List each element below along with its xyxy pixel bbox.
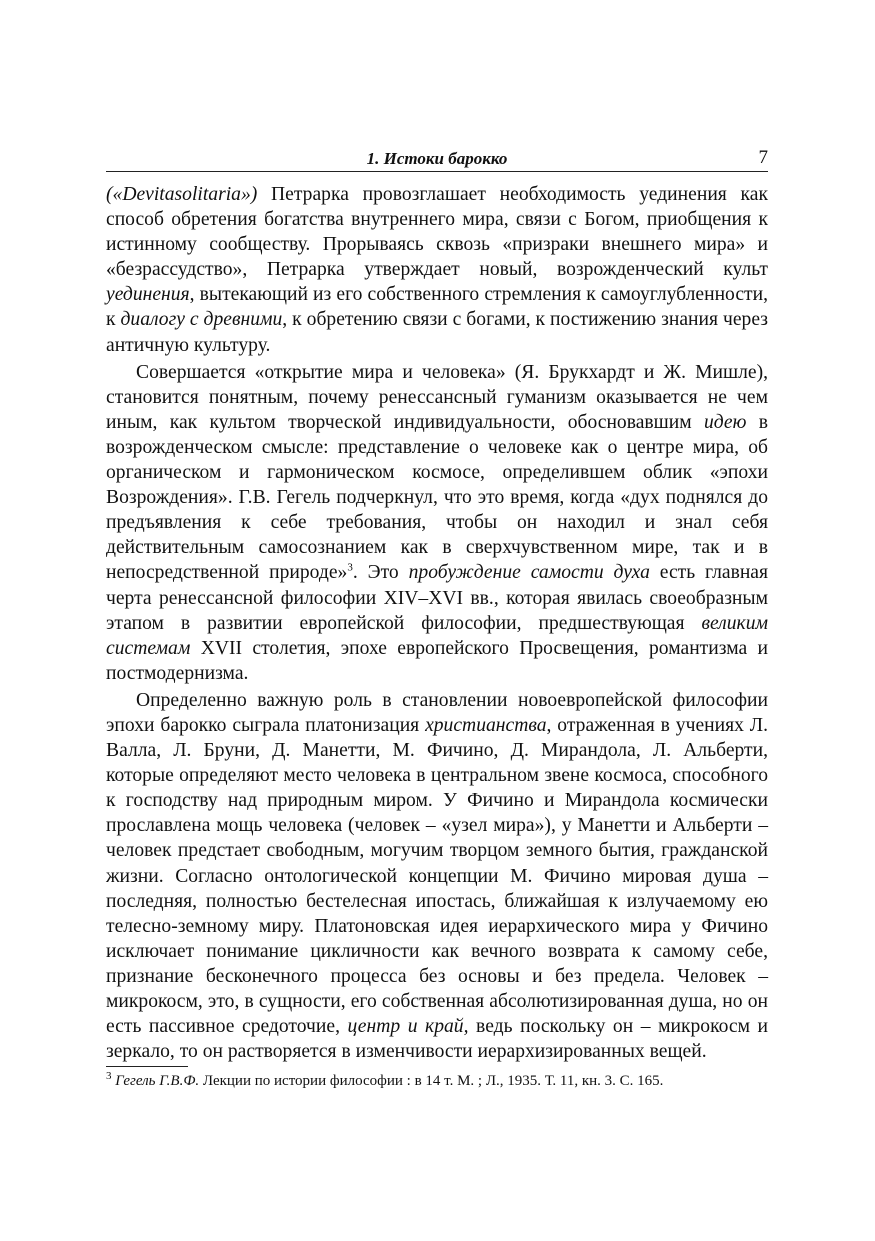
paragraph-2 xyxy=(106,360,768,686)
p1-italic-2: диалогу с древними xyxy=(120,309,283,331)
footnote-divider xyxy=(106,1066,188,1067)
p3-text-1: Определенно важную роль в становлении новоевропейской философии эпохи барокко сыграла платонизация xyxy=(106,689,768,736)
footnote xyxy=(106,1072,768,1090)
footnote-text: Лекции по истории философии : в 14 т. М. ; Л., 1935. Т. 11, кн. 3. С. 165. xyxy=(199,1073,664,1089)
p1-text-2: , вытекающий из его собственного стремления к самоуглубленности, к xyxy=(106,284,768,331)
p2-italic-1: идею xyxy=(703,411,747,433)
footnote-mark: 3 xyxy=(106,1070,112,1082)
paragraph-1 xyxy=(106,182,768,358)
body-text xyxy=(106,182,768,1064)
p1-text-3: , к обретению связи с богами, к постижению знания через античную культуру. xyxy=(106,309,769,356)
paragraph-3 xyxy=(106,688,768,1064)
running-header xyxy=(106,147,768,172)
p1-text-1: Петрарка провозглашает необходимость уединения как способ обретения богатства внутреннего мира, связи с Богом, приобщения к истинному сообществу. Прорываясь сквозь «призраки внешнего мира» и «безрассудство», Петрарка утверждает новый, возрожденческий культ xyxy=(106,184,768,281)
p1-italic-title: («Devitasolitaria») xyxy=(106,184,258,205)
p2-italic-2: пробуждение самости духа xyxy=(408,562,650,584)
p2-italic-3: великим системам xyxy=(106,612,768,659)
p3-text-3: ведь поскольку он – микрокосм и зеркало, то он растворяется в изменчивости иерархизированных вещей. xyxy=(106,1016,769,1063)
footnote-author: Гегель Г.В.Ф. xyxy=(115,1073,200,1089)
p2-text-1: Совершается «открытие мира и человека» (Я. Брукхардт и Ж. Мишле), становится понятным, почему ренессансный гуманизм оказывается не чем иным, как культом творческой индивидуальности, обосновавшим xyxy=(106,361,768,433)
p2-text-5: XVII столетия, эпохе европейского Просвещения, романтизма и постмодернизма. xyxy=(106,637,768,684)
p3-italic-1: христианства xyxy=(425,714,547,736)
p2-text-4: есть главная черта ренессансной философии XIV–XVI вв., которая явилась своеобразным этапом в развитии европейской философии, предшествующая xyxy=(106,562,769,634)
p3-text-2: , отраженная в учениях Л. Валла, Л. Бруни, Д. Манетти, М. Фичино, Д. Мирандола, Л. Альберти, которые определяют место человека в центральном звене космоса, способного к господству над природным миром. У Фичино и Мирандола космически прославлена мощь человека (человек – «узел мира»), у Манетти и Альберти – человек предстает свободным, могучим творцом земного бытия, гражданской жизни. Согласно онтологической концепции М. Фичино мировая душа – последняя, полностью бестелесная ипостась, ближайшая к излучаемому ею телесно-земному миру. Платоновская идея иерархического мира у Фичино исключает понимание цикличности как вечного возврата к самому себе, признание бесконечного процесса без основы и без предела. Человек – микрокосм, это, в сущности, его собственная абсолютизированная душа, но он есть пассивное средоточие, xyxy=(106,714,768,1038)
footnote-reference[interactable]: 3 xyxy=(347,561,353,574)
p2-text-2: в возрожденческом смысле: представление о человеке как о центре мира, об органическом и гармоническом космосе, определившем облик «эпохи Возрождения». Г.В. Гегель подчеркнул, что это время, когда «дух поднялся до предъявления к себе требования, чтобы он находил и знал себя действительным самосознанием как в сверхчувственном мире, так и в непосредственной природе» xyxy=(106,411,768,584)
p2-text-3: . Это xyxy=(352,562,409,584)
chapter-title: 1. Истоки барокко xyxy=(366,149,508,168)
p3-italic-2: центр и край, xyxy=(347,1016,469,1038)
page-number: 7 xyxy=(758,147,768,168)
p1-italic-1: уединения xyxy=(106,284,190,306)
